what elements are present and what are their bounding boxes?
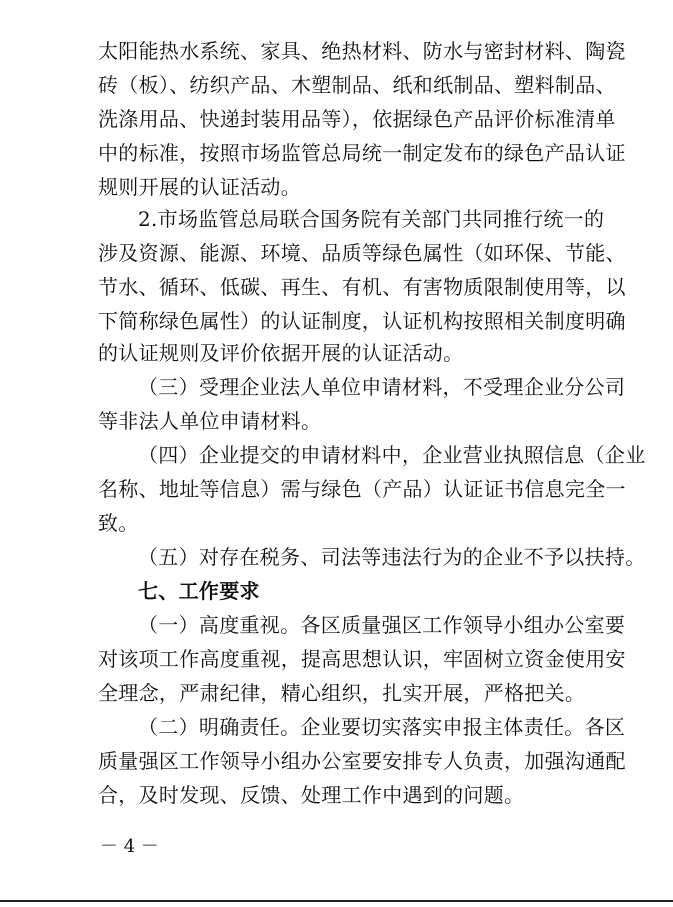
text-line-content: （五）对存在税务、司法等违法行为的企业不予以扶持。 (138, 545, 646, 569)
text-line-content: （三）受理企业法人单位申请材料，不受理企业分公司 (138, 375, 626, 399)
text-line-content: （一）高度重视。各区质量强区工作领导小组办公室要 (138, 613, 626, 637)
text-line-content: 涉及资源、能源、环境、品质等绿色属性（如环保、节能、 (98, 241, 626, 265)
text-line-content: 砖（板）、纺织产品、木塑制品、纸和纸制品、塑料制品、 (98, 73, 616, 97)
bottom-divider (0, 900, 673, 902)
text-line-content: 质量强区工作领导小组办公室要安排专人负责，加强沟通配 (98, 749, 626, 773)
text-line-content: 下简称绿色属性）的认证制度，认证机构按照相关制度明确 (98, 309, 626, 333)
page-number: － 4 － (100, 836, 159, 857)
text-line-content: 对该项工作高度重视，提高思想认识，牢固树立资金使用安 (98, 647, 626, 671)
text-line-content: 全理念，严肃纪律，精心组织，扎实开展，严格把关。 (98, 681, 586, 705)
text-line-content: 致。 (98, 511, 139, 535)
text-line-content: 中的标准，按照市场监管总局统一制定发布的绿色产品认证 (98, 141, 626, 165)
text-line-content: 的认证规则及评价依据开展的认证活动。 (98, 341, 464, 365)
text-line-content: 太阳能热水系统、家具、绝热材料、防水与密封材料、陶瓷 (98, 39, 626, 63)
text-line-content: （四）企业提交的申请材料中，企业营业执照信息（企业 (138, 443, 646, 467)
text-line-content: 等非法人单位申请材料。 (98, 409, 322, 433)
text-line-content: 洗涤用品、快递封装用品等），依据绿色产品评价标准清单 (98, 107, 616, 131)
text-line-content: 合，及时发现、反馈、处理工作中遇到的问题。 (98, 783, 525, 807)
text-line-content: 节水、循环、低碳、再生、有机、有害物质限制使用等，以 (98, 275, 626, 299)
text-line-content: 2.市场监管总局联合国务院有关部门共同推行统一的 (138, 207, 605, 231)
text-line-content: （二）明确责任。企业要切实落实申报主体责任。各区 (138, 715, 626, 739)
text-line-content: 规则开展的认证活动。 (98, 175, 301, 199)
text-line-content: 名称、地址等信息）需与绿色（产品）认证证书信息完全一 (98, 477, 626, 501)
section-heading-text: 七、工作要求 (138, 579, 260, 603)
